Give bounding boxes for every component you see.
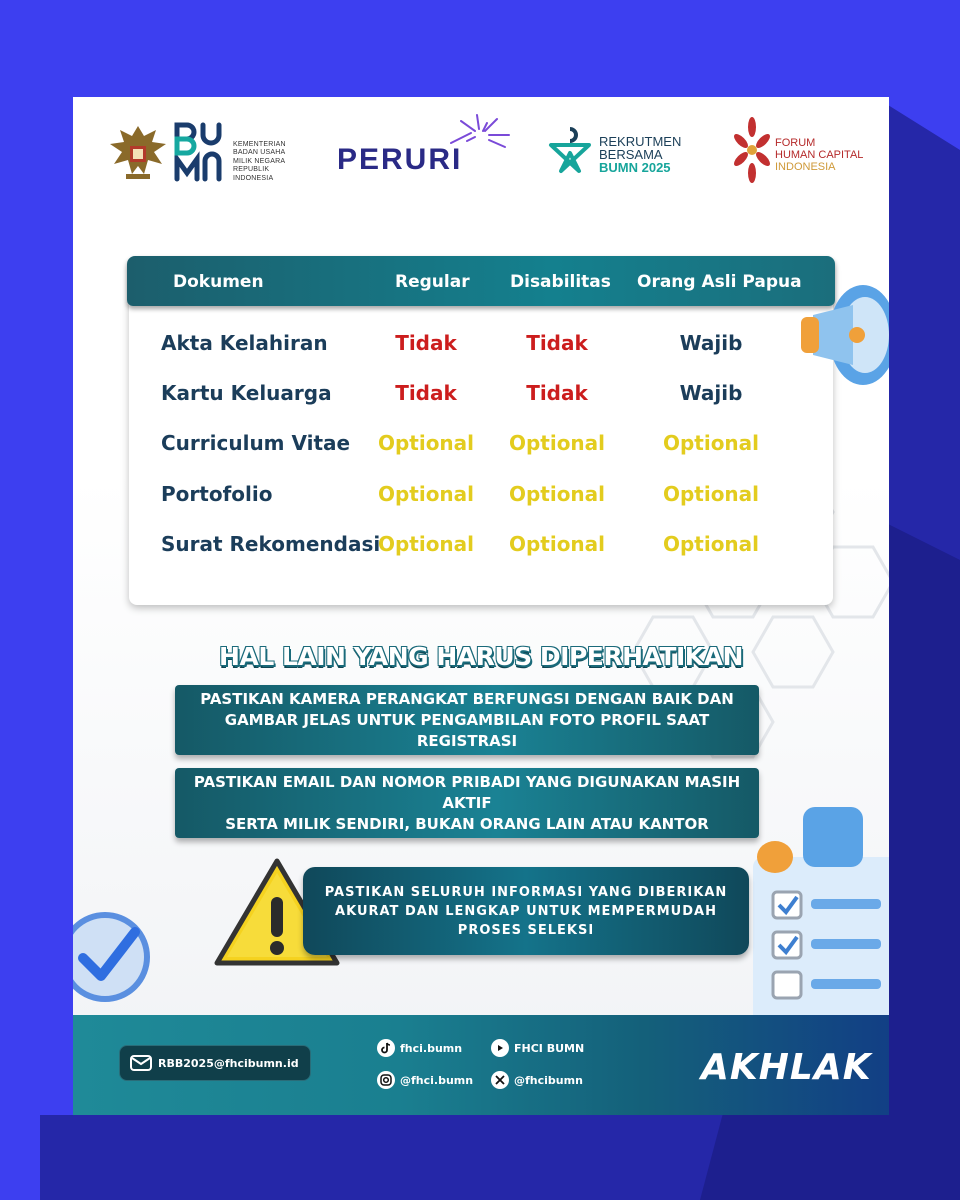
oap-value: Wajib <box>679 381 743 405</box>
doc-name: Curriculum Vitae <box>161 431 351 455</box>
disabilitas-value: Tidak <box>526 331 588 355</box>
x-handle: @fhcibumn <box>514 1073 583 1087</box>
email-contact[interactable] <box>119 1045 311 1081</box>
oap-value: Optional <box>662 482 760 506</box>
bumn-logo <box>173 121 228 183</box>
info-card <box>73 97 889 1115</box>
instagram-icon <box>377 1071 395 1089</box>
x-icon <box>491 1071 509 1089</box>
regular-value: Optional <box>377 482 475 506</box>
tiktok-handle: fhci.bumn <box>400 1041 463 1055</box>
notice-accuracy: PASTIKAN SELURUH INFORMASI YANG DIBERIKAN AKURAT DAN LENGKAP UNTUK MEMPERMUDAH PROSES SELEKSI <box>303 867 749 955</box>
document-table <box>129 259 833 605</box>
header-oap: Orang Asli Papua <box>637 272 802 292</box>
header-regular: Regular <box>395 272 470 292</box>
oap-value: Wajib <box>679 331 743 355</box>
doc-name: Portofolio <box>161 482 273 506</box>
tiktok-link[interactable] <box>377 1039 462 1057</box>
rekrutmen-caption: REKRUTMEN BERSAMA BUMN 2025 <box>599 134 682 175</box>
table-header <box>127 256 835 306</box>
table-row <box>129 532 833 572</box>
section-title: HAL LAIN YANG HARUS DIPERHATIKAN <box>219 642 743 671</box>
akhlak-logo: AKHLAK <box>701 1047 872 1088</box>
table-row <box>129 381 833 421</box>
garuda-emblem <box>106 122 170 184</box>
doc-name: Kartu Keluarga <box>161 381 332 405</box>
notice-camera: PASTIKAN KAMERA PERANGKAT BERFUNGSI DENGAN BAIK DAN GAMBAR JELAS UNTUK PENGAMBILAN FOTO PROFIL SAAT REGISTRASI <box>175 685 759 755</box>
fhci-flower <box>733 115 771 185</box>
rekrutmen-star <box>547 123 593 175</box>
fhci-caption: FORUM HUMAN CAPITAL INDONESIA <box>775 137 864 173</box>
megaphone-icon <box>793 265 889 395</box>
header-disabilitas: Disabilitas <box>510 272 611 292</box>
header-dokumen: Dokumen <box>173 272 264 292</box>
email-address: RBB2025@fhcibumn.id <box>158 1056 299 1070</box>
regular-value: Optional <box>377 431 475 455</box>
checkmark-icon <box>73 902 155 1002</box>
oap-value: Optional <box>662 431 760 455</box>
bumn-caption: KEMENTERIAN BADAN USAHA MILIK NEGARA REPUBLIK INDONESIA <box>233 141 286 182</box>
disabilitas-value: Optional <box>508 532 606 556</box>
table-row <box>129 482 833 522</box>
notice-email: PASTIKAN EMAIL DAN NOMOR PRIBADI YANG DIGUNAKAN MASIH AKTIF SERTA MILIK SENDIRI, BUKAN ORANG LAIN ATAU KANTOR <box>175 768 759 838</box>
instagram-link[interactable] <box>377 1071 473 1089</box>
instagram-handle: @fhci.bumn <box>400 1073 474 1087</box>
email-icon <box>130 1054 152 1072</box>
disabilitas-value: Tidak <box>526 381 588 405</box>
table-row <box>129 431 833 471</box>
peruri-logo-text: PERURI <box>337 143 463 176</box>
doc-name: Surat Rekomendasi <box>161 532 381 556</box>
tiktok-icon <box>377 1039 395 1057</box>
footer <box>73 1015 889 1115</box>
youtube-icon <box>491 1039 509 1057</box>
youtube-handle: FHCI BUMN <box>514 1041 585 1055</box>
disabilitas-value: Optional <box>508 482 606 506</box>
peruri-burst <box>441 113 513 153</box>
youtube-link[interactable] <box>491 1039 584 1057</box>
regular-value: Tidak <box>395 381 457 405</box>
disabilitas-value: Optional <box>508 431 606 455</box>
oap-value: Optional <box>662 532 760 556</box>
regular-value: Optional <box>377 532 475 556</box>
table-row <box>129 331 833 371</box>
regular-value: Tidak <box>395 331 457 355</box>
doc-name: Akta Kelahiran <box>161 331 328 355</box>
x-link[interactable] <box>491 1071 583 1089</box>
